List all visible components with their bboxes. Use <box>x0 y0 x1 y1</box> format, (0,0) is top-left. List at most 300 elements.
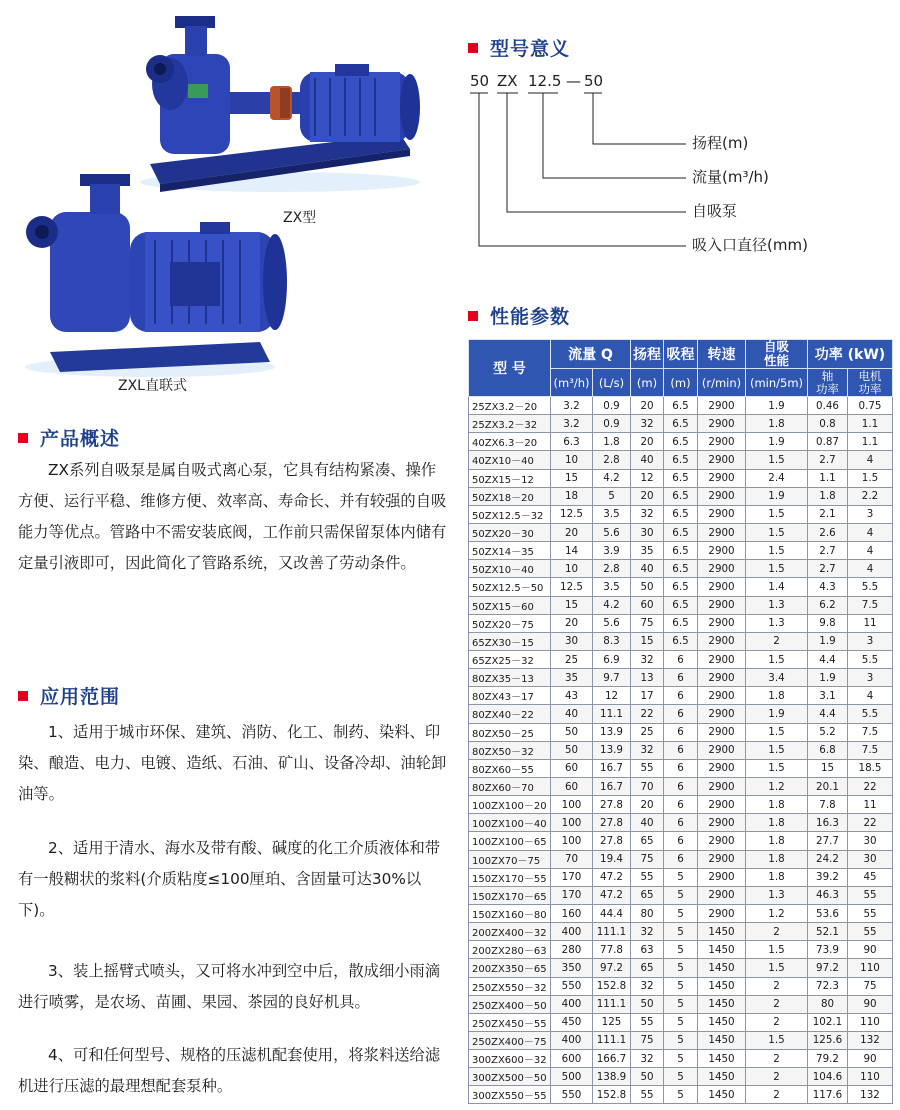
cell-shaft-power: 4.4 <box>808 650 848 668</box>
cell-head: 65 <box>631 886 664 904</box>
cell-flow-m3h: 20 <box>551 614 593 632</box>
table-row <box>469 832 893 850</box>
cell-shaft-power: 5.2 <box>808 723 848 741</box>
header-model: 型 号 <box>469 340 551 397</box>
table-row <box>469 415 893 433</box>
cell-speed: 1450 <box>698 1050 746 1068</box>
table-row <box>469 959 893 977</box>
cell-model: 50ZX12.5－50 <box>469 578 551 596</box>
cell-model: 250ZX550－32 <box>469 977 551 995</box>
cell-head: 17 <box>631 687 664 705</box>
cell-motor-power: 3 <box>848 505 893 523</box>
cell-self-priming: 1.2 <box>746 777 808 795</box>
cell-suction: 6.5 <box>664 523 698 541</box>
header-flow: 流量 Q <box>551 340 631 369</box>
cell-self-priming: 1.5 <box>746 941 808 959</box>
table-row <box>469 596 893 614</box>
cell-head: 65 <box>631 959 664 977</box>
cell-suction: 6.5 <box>664 614 698 632</box>
cell-flow-ls: 16.7 <box>593 777 631 795</box>
cell-model: 80ZX43－17 <box>469 687 551 705</box>
cell-motor-power: 132 <box>848 1031 893 1049</box>
cell-model: 100ZX100－65 <box>469 832 551 850</box>
cell-suction: 5 <box>664 1068 698 1086</box>
cell-speed: 2900 <box>698 505 746 523</box>
cell-flow-m3h: 18 <box>551 487 593 505</box>
cell-motor-power: 30 <box>848 850 893 868</box>
cell-shaft-power: 79.2 <box>808 1050 848 1068</box>
cell-flow-ls: 9.7 <box>593 669 631 687</box>
code-series: ZX <box>497 72 518 90</box>
cell-model: 150ZX170－65 <box>469 886 551 904</box>
red-square-icon <box>468 43 478 53</box>
cell-suction: 6 <box>664 669 698 687</box>
cell-shaft-power: 7.8 <box>808 796 848 814</box>
cell-self-priming: 1.5 <box>746 523 808 541</box>
header-suction: 吸程 <box>664 340 698 369</box>
cell-head: 50 <box>631 578 664 596</box>
cell-motor-power: 4 <box>848 523 893 541</box>
cell-motor-power: 55 <box>848 923 893 941</box>
application-item: 1、适用于城市环保、建筑、消防、化工、制药、染料、印染、酿造、电力、电镀、造纸、石油、矿山、设备冷却、油轮卸油等。 <box>18 723 447 803</box>
cell-speed: 2900 <box>698 832 746 850</box>
cell-shaft-power: 20.1 <box>808 777 848 795</box>
cell-model: 100ZX100－20 <box>469 796 551 814</box>
cell-speed: 1450 <box>698 1086 746 1104</box>
cell-self-priming: 1.8 <box>746 868 808 886</box>
cell-self-priming: 1.3 <box>746 886 808 904</box>
cell-speed: 2900 <box>698 433 746 451</box>
cell-flow-m3h: 12.5 <box>551 505 593 523</box>
cell-flow-ls: 1.8 <box>593 433 631 451</box>
cell-flow-ls: 47.2 <box>593 868 631 886</box>
cell-flow-m3h: 3.2 <box>551 415 593 433</box>
table-row <box>469 650 893 668</box>
header-power: 功率 (kW) <box>808 340 893 369</box>
cell-suction: 5 <box>664 977 698 995</box>
header-suction-unit: (m) <box>664 369 698 397</box>
cell-flow-m3h: 600 <box>551 1050 593 1068</box>
cell-suction: 6 <box>664 741 698 759</box>
cell-speed: 2900 <box>698 397 746 415</box>
cell-suction: 6 <box>664 650 698 668</box>
header-head-unit: (m) <box>631 369 664 397</box>
cell-motor-power: 3 <box>848 632 893 650</box>
cell-suction: 6.5 <box>664 451 698 469</box>
table-row <box>469 469 893 487</box>
cell-flow-m3h: 3.2 <box>551 397 593 415</box>
cell-speed: 2900 <box>698 814 746 832</box>
code-dash: — <box>566 72 581 90</box>
cell-flow-ls: 16.7 <box>593 759 631 777</box>
cell-shaft-power: 0.8 <box>808 415 848 433</box>
cell-suction: 6.5 <box>664 487 698 505</box>
cell-speed: 2900 <box>698 415 746 433</box>
cell-speed: 2900 <box>698 469 746 487</box>
cell-model: 50ZX20－30 <box>469 523 551 541</box>
cell-flow-ls: 97.2 <box>593 959 631 977</box>
cell-head: 20 <box>631 433 664 451</box>
cell-model: 25ZX3.2－32 <box>469 415 551 433</box>
table-row <box>469 741 893 759</box>
cell-speed: 2900 <box>698 596 746 614</box>
cell-model: 250ZX400－50 <box>469 995 551 1013</box>
cell-speed: 2900 <box>698 687 746 705</box>
cell-suction: 6.5 <box>664 578 698 596</box>
cell-suction: 6.5 <box>664 542 698 560</box>
cell-self-priming: 1.5 <box>746 759 808 777</box>
cell-flow-ls: 166.7 <box>593 1050 631 1068</box>
cell-head: 30 <box>631 523 664 541</box>
cell-speed: 1450 <box>698 1068 746 1086</box>
cell-flow-ls: 4.2 <box>593 469 631 487</box>
cell-flow-m3h: 450 <box>551 1013 593 1031</box>
cell-motor-power: 45 <box>848 868 893 886</box>
cell-suction: 6 <box>664 687 698 705</box>
cell-motor-power: 18.5 <box>848 759 893 777</box>
cell-head: 32 <box>631 977 664 995</box>
cell-head: 32 <box>631 505 664 523</box>
cell-flow-m3h: 30 <box>551 632 593 650</box>
cell-shaft-power: 53.6 <box>808 904 848 922</box>
cell-model: 40ZX6.3－20 <box>469 433 551 451</box>
cell-speed: 2900 <box>698 614 746 632</box>
cell-suction: 5 <box>664 1013 698 1031</box>
cell-flow-m3h: 100 <box>551 814 593 832</box>
cell-flow-ls: 44.4 <box>593 904 631 922</box>
table-row <box>469 723 893 741</box>
cell-suction: 6.5 <box>664 505 698 523</box>
cell-flow-ls: 13.9 <box>593 723 631 741</box>
cell-flow-m3h: 12.5 <box>551 578 593 596</box>
model-meaning-heading: 型号意义 <box>468 34 570 61</box>
cell-model: 80ZX50－32 <box>469 741 551 759</box>
table-row <box>469 632 893 650</box>
cell-self-priming: 1.9 <box>746 433 808 451</box>
cell-motor-power: 0.75 <box>848 397 893 415</box>
cell-suction: 6 <box>664 777 698 795</box>
cell-model: 300ZX550－55 <box>469 1086 551 1104</box>
cell-self-priming: 1.8 <box>746 687 808 705</box>
cell-self-priming: 2 <box>746 632 808 650</box>
cell-suction: 6.5 <box>664 596 698 614</box>
cell-suction: 6.5 <box>664 433 698 451</box>
cell-shaft-power: 0.87 <box>808 433 848 451</box>
table-row <box>469 1068 893 1086</box>
cell-speed: 2900 <box>698 451 746 469</box>
cell-motor-power: 1.1 <box>848 433 893 451</box>
cell-suction: 5 <box>664 941 698 959</box>
cell-flow-m3h: 500 <box>551 1068 593 1086</box>
cell-self-priming: 1.4 <box>746 578 808 596</box>
cell-shaft-power: 4.4 <box>808 705 848 723</box>
cell-head: 32 <box>631 650 664 668</box>
cell-self-priming: 1.5 <box>746 542 808 560</box>
cell-suction: 6.5 <box>664 469 698 487</box>
label-head: 扬程(m) <box>692 134 749 152</box>
cell-shaft-power: 1.8 <box>808 487 848 505</box>
cell-shaft-power: 3.1 <box>808 687 848 705</box>
cell-head: 55 <box>631 759 664 777</box>
table-row <box>469 487 893 505</box>
cell-motor-power: 55 <box>848 886 893 904</box>
cell-flow-m3h: 10 <box>551 560 593 578</box>
cell-flow-ls: 47.2 <box>593 886 631 904</box>
cell-flow-m3h: 550 <box>551 977 593 995</box>
cell-shaft-power: 9.8 <box>808 614 848 632</box>
table-row <box>469 796 893 814</box>
cell-head: 12 <box>631 469 664 487</box>
cell-shaft-power: 80 <box>808 995 848 1013</box>
performance-heading: 性能参数 <box>468 302 570 329</box>
cell-self-priming: 1.5 <box>746 560 808 578</box>
cell-flow-m3h: 170 <box>551 886 593 904</box>
table-row <box>469 560 893 578</box>
cell-flow-ls: 27.8 <box>593 814 631 832</box>
cell-head: 50 <box>631 1068 664 1086</box>
cell-model: 100ZX100－40 <box>469 814 551 832</box>
cell-flow-ls: 6.9 <box>593 650 631 668</box>
cell-flow-m3h: 100 <box>551 832 593 850</box>
cell-speed: 2900 <box>698 578 746 596</box>
cell-model: 50ZX15－60 <box>469 596 551 614</box>
cell-flow-m3h: 35 <box>551 669 593 687</box>
cell-head: 55 <box>631 1086 664 1104</box>
cell-motor-power: 22 <box>848 777 893 795</box>
cell-head: 75 <box>631 850 664 868</box>
cell-motor-power: 90 <box>848 1050 893 1068</box>
cell-speed: 1450 <box>698 977 746 995</box>
label-suction-diameter: 吸入口直径(mm) <box>692 236 808 254</box>
cell-motor-power: 110 <box>848 1013 893 1031</box>
cell-motor-power: 132 <box>848 1086 893 1104</box>
cell-flow-ls: 3.9 <box>593 542 631 560</box>
cell-model: 80ZX40－22 <box>469 705 551 723</box>
cell-self-priming: 1.8 <box>746 850 808 868</box>
table-row <box>469 687 893 705</box>
code-suction-diameter: 50 <box>470 72 490 90</box>
red-square-icon <box>18 691 28 701</box>
cell-suction: 5 <box>664 1031 698 1049</box>
cell-motor-power: 5.5 <box>848 650 893 668</box>
cell-shaft-power: 6.2 <box>808 596 848 614</box>
cell-motor-power: 7.5 <box>848 723 893 741</box>
cell-flow-m3h: 350 <box>551 959 593 977</box>
cell-self-priming: 2 <box>746 923 808 941</box>
cell-motor-power: 2.2 <box>848 487 893 505</box>
cell-self-priming: 1.3 <box>746 614 808 632</box>
cell-head: 75 <box>631 1031 664 1049</box>
cell-shaft-power: 15 <box>808 759 848 777</box>
cell-motor-power: 1.5 <box>848 469 893 487</box>
header-speed: 转速 <box>698 340 746 369</box>
cell-suction: 6.5 <box>664 632 698 650</box>
cell-self-priming: 1.9 <box>746 397 808 415</box>
cell-shaft-power: 2.7 <box>808 451 848 469</box>
cell-flow-ls: 152.8 <box>593 1086 631 1104</box>
cell-self-priming: 2 <box>746 1086 808 1104</box>
cell-model: 25ZX3.2－20 <box>469 397 551 415</box>
cell-self-priming: 2.4 <box>746 469 808 487</box>
table-row <box>469 923 893 941</box>
table-row <box>469 523 893 541</box>
cell-model: 250ZX400－75 <box>469 1031 551 1049</box>
cell-flow-m3h: 400 <box>551 1031 593 1049</box>
cell-self-priming: 1.2 <box>746 904 808 922</box>
cell-model: 50ZX20－75 <box>469 614 551 632</box>
cell-speed: 2900 <box>698 777 746 795</box>
cell-self-priming: 1.8 <box>746 814 808 832</box>
cell-suction: 5 <box>664 1086 698 1104</box>
cell-suction: 5 <box>664 886 698 904</box>
cell-speed: 2900 <box>698 796 746 814</box>
cell-flow-m3h: 43 <box>551 687 593 705</box>
cell-suction: 6 <box>664 850 698 868</box>
table-row <box>469 1031 893 1049</box>
cell-self-priming: 1.5 <box>746 505 808 523</box>
cell-model: 150ZX160－80 <box>469 904 551 922</box>
cell-shaft-power: 2.6 <box>808 523 848 541</box>
cell-flow-m3h: 6.3 <box>551 433 593 451</box>
cell-head: 40 <box>631 814 664 832</box>
table-row <box>469 451 893 469</box>
header-head: 扬程 <box>631 340 664 369</box>
table-row <box>469 614 893 632</box>
overview-paragraph: ZX系列自吸泵是属自吸式离心泵，它具有结构紧凑、操作方便、运行平稳、维修方便、效率高、寿命长、并有较强的自吸能力等优点。管路中不需安装底阀，工作前只需保留泵体内储有定量引液即可，因此简化了管路系统，又改善了劳动条件。 <box>18 461 447 572</box>
table-row <box>469 397 893 415</box>
table-row <box>469 1086 893 1104</box>
cell-head: 40 <box>631 451 664 469</box>
cell-speed: 2900 <box>698 669 746 687</box>
cell-model: 50ZX18－20 <box>469 487 551 505</box>
cell-self-priming: 1.3 <box>746 596 808 614</box>
cell-shaft-power: 0.46 <box>808 397 848 415</box>
model-meaning-diagram <box>460 66 900 266</box>
cell-model: 200ZX350－65 <box>469 959 551 977</box>
table-row <box>469 505 893 523</box>
model-connector-lines <box>460 66 900 266</box>
cell-flow-ls: 27.8 <box>593 832 631 850</box>
cell-speed: 2900 <box>698 705 746 723</box>
cell-model: 100ZX70－75 <box>469 850 551 868</box>
application-item: 2、适用于清水、海水及带有酸、碱度的化工介质液体和带有一般糊状的浆料(介质粘度≤100厘珀、含固量可达30%以下)。 <box>18 839 441 919</box>
cell-motor-power: 11 <box>848 614 893 632</box>
cell-flow-ls: 111.1 <box>593 1031 631 1049</box>
performance-table <box>468 339 893 1104</box>
cell-flow-m3h: 60 <box>551 777 593 795</box>
cell-shaft-power: 6.8 <box>808 741 848 759</box>
cell-self-priming: 1.5 <box>746 959 808 977</box>
cell-motor-power: 4 <box>848 542 893 560</box>
cell-motor-power: 4 <box>848 687 893 705</box>
cell-model: 200ZX400－32 <box>469 923 551 941</box>
cell-head: 75 <box>631 614 664 632</box>
cell-self-priming: 1.8 <box>746 832 808 850</box>
cell-model: 80ZX60－70 <box>469 777 551 795</box>
table-row <box>469 433 893 451</box>
cell-speed: 2900 <box>698 886 746 904</box>
cell-flow-ls: 2.8 <box>593 451 631 469</box>
cell-motor-power: 110 <box>848 959 893 977</box>
cell-speed: 2900 <box>698 741 746 759</box>
zx-pump-image <box>130 14 430 194</box>
cell-flow-ls: 27.8 <box>593 796 631 814</box>
table-row <box>469 542 893 560</box>
cell-flow-ls: 111.1 <box>593 923 631 941</box>
cell-flow-m3h: 40 <box>551 705 593 723</box>
cell-shaft-power: 2.7 <box>808 542 848 560</box>
cell-self-priming: 2 <box>746 995 808 1013</box>
cell-self-priming: 2 <box>746 977 808 995</box>
cell-shaft-power: 104.6 <box>808 1068 848 1086</box>
cell-motor-power: 22 <box>848 814 893 832</box>
cell-motor-power: 1.1 <box>848 415 893 433</box>
cell-head: 20 <box>631 796 664 814</box>
table-row <box>469 777 893 795</box>
cell-self-priming: 3.4 <box>746 669 808 687</box>
cell-flow-ls: 19.4 <box>593 850 631 868</box>
cell-suction: 6 <box>664 759 698 777</box>
cell-model: 50ZX15－12 <box>469 469 551 487</box>
cell-head: 13 <box>631 669 664 687</box>
cell-flow-ls: 5.6 <box>593 614 631 632</box>
cell-self-priming: 1.9 <box>746 705 808 723</box>
cell-motor-power: 4 <box>848 560 893 578</box>
table-row <box>469 578 893 596</box>
cell-flow-ls: 0.9 <box>593 397 631 415</box>
cell-motor-power: 7.5 <box>848 741 893 759</box>
table-row <box>469 759 893 777</box>
cell-head: 20 <box>631 397 664 415</box>
cell-head: 32 <box>631 415 664 433</box>
cell-flow-m3h: 170 <box>551 868 593 886</box>
cell-speed: 1450 <box>698 923 746 941</box>
cell-speed: 2900 <box>698 650 746 668</box>
cell-shaft-power: 24.2 <box>808 850 848 868</box>
header-speed-unit: (r/min) <box>698 369 746 397</box>
cell-speed: 2900 <box>698 759 746 777</box>
code-head: 50 <box>584 72 604 90</box>
cell-motor-power: 55 <box>848 904 893 922</box>
cell-head: 50 <box>631 995 664 1013</box>
label-self-priming-pump: 自吸泵 <box>692 202 738 220</box>
cell-shaft-power: 2.1 <box>808 505 848 523</box>
cell-self-priming: 1.5 <box>746 723 808 741</box>
cell-speed: 2900 <box>698 632 746 650</box>
cell-flow-m3h: 280 <box>551 941 593 959</box>
cell-head: 32 <box>631 1050 664 1068</box>
cell-shaft-power: 46.3 <box>808 886 848 904</box>
table-row <box>469 669 893 687</box>
cell-motor-power: 90 <box>848 941 893 959</box>
cell-flow-m3h: 25 <box>551 650 593 668</box>
cell-shaft-power: 73.9 <box>808 941 848 959</box>
cell-suction: 6 <box>664 832 698 850</box>
cell-model: 80ZX35－13 <box>469 669 551 687</box>
table-row <box>469 1050 893 1068</box>
header-flow-m3h: (m³/h) <box>551 369 593 397</box>
cell-head: 55 <box>631 868 664 886</box>
cell-flow-ls: 12 <box>593 687 631 705</box>
cell-model: 50ZX14－35 <box>469 542 551 560</box>
cell-head: 40 <box>631 560 664 578</box>
cell-speed: 2900 <box>698 542 746 560</box>
zxl-pump-caption: ZXL直联式 <box>118 378 187 394</box>
performance-table-body <box>469 397 893 1104</box>
cell-self-priming: 1.9 <box>746 487 808 505</box>
cell-flow-m3h: 50 <box>551 741 593 759</box>
cell-self-priming: 2 <box>746 1050 808 1068</box>
